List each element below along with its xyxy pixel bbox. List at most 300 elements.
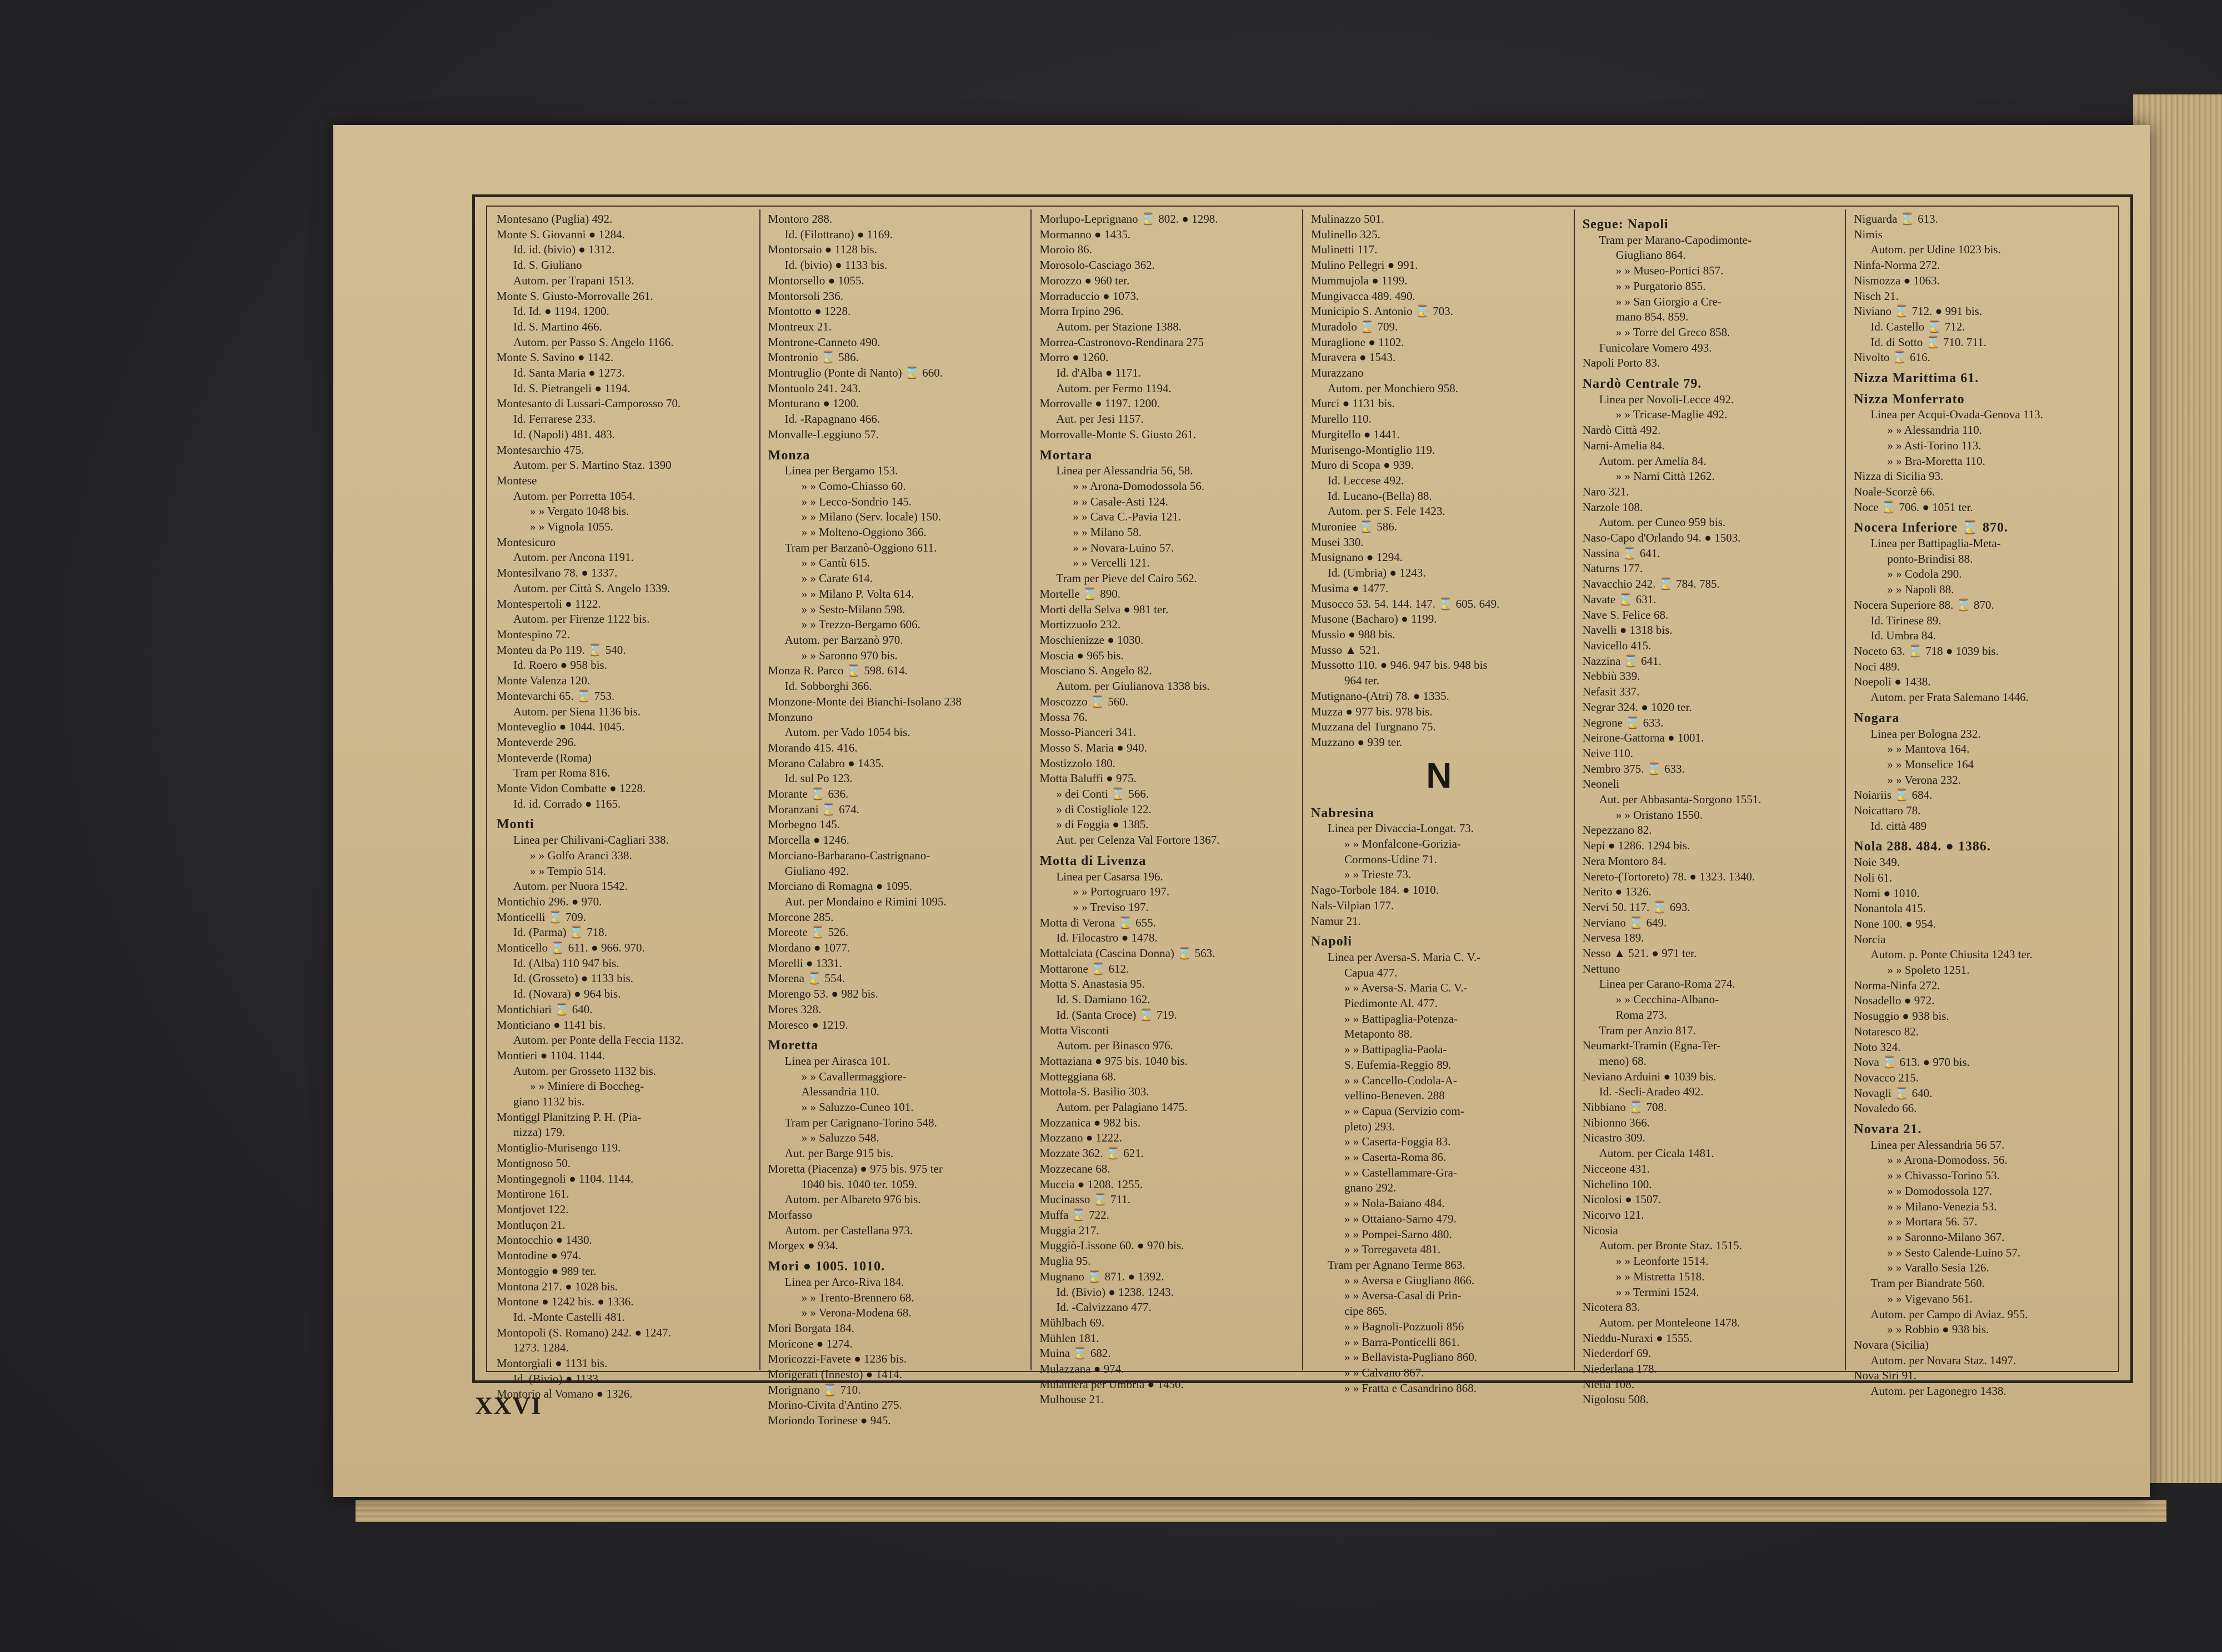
index-entry: » » Carate 614.: [801, 572, 873, 585]
index-entry: Neoneli: [1582, 777, 1620, 791]
index-entry: » » Alessandria 110.: [1887, 423, 1983, 437]
index-entry: Montocchio ● 1430.: [497, 1233, 592, 1247]
index-entry: Naso-Capo d'Orlando 94. ● 1503.: [1582, 531, 1741, 545]
station-heading: Nola 288. 484. ● 1386.: [1854, 839, 1991, 854]
index-entry: Nefasit 337.: [1582, 685, 1640, 699]
index-entry: Id. Id. ● 1194. 1200.: [513, 304, 609, 318]
index-entry: Murisengo-Montiglio 119.: [1311, 443, 1435, 457]
index-entry: » » Novara-Luino 57.: [1073, 540, 1174, 554]
index-entry: Nesso ▲ 521. ● 971 ter.: [1582, 947, 1697, 960]
index-entry: Morengo 53. ● 982 bis.: [768, 987, 878, 1001]
index-entry: Tram per Biandrate 560.: [1870, 1276, 1985, 1290]
index-entry: » » Asti-Torino 113.: [1887, 438, 1981, 452]
index-entry: nizza) 179.: [513, 1125, 565, 1139]
index-entry: » » Cava C.-Pavia 121.: [1073, 510, 1182, 524]
index-entry: Monte S. Giusto-Morrovalle 261.: [497, 289, 653, 303]
index-entry: Autom. per Trapani 1513.: [513, 273, 634, 287]
index-entry: » » Narni Città 1262.: [1615, 469, 1715, 483]
index-entry: » » Napoli 88.: [1887, 583, 1954, 597]
index-entry: Montieri ● 1104. 1144.: [497, 1048, 605, 1062]
index-entry: Nibionno 366.: [1582, 1115, 1650, 1129]
index-entry: Linea per Bergamo 153.: [784, 464, 898, 478]
index-entry: » » Vignola 1055.: [530, 520, 614, 534]
index-entry: pleto) 293.: [1344, 1119, 1395, 1133]
index-entry: » » Treviso 197.: [1073, 900, 1149, 914]
index-entry: Nivolto ⌛ 616.: [1854, 351, 1930, 364]
index-entry: Montrone-Canneto 490.: [768, 335, 880, 349]
index-entry: Id. (Alba) 110 947 bis.: [513, 956, 619, 970]
index-entry: Nettuno: [1582, 962, 1620, 975]
index-entry: Montesanto di Lussari-Camporosso 70.: [497, 397, 681, 411]
index-entry: Narzole 108.: [1582, 500, 1643, 514]
station-heading: Napoli: [1311, 934, 1353, 949]
index-entry: Navicello 415.: [1582, 638, 1652, 652]
index-entry: Muzzano ● 939 ter.: [1311, 735, 1403, 749]
index-entry: Autom. per Firenze 1122 bis.: [513, 612, 650, 626]
index-entry: Montirone 161.: [497, 1187, 569, 1201]
index-entry: » » Sesto-Milano 598.: [801, 602, 905, 616]
index-entry: Morgex ● 934.: [768, 1239, 838, 1253]
index-entry: Nonantola 415.: [1854, 902, 1926, 915]
index-entry: Mottaziana ● 975 bis. 1040 bis.: [1039, 1054, 1188, 1068]
index-column-3: [1032, 209, 1303, 1406]
index-entry: Autom. per Siena 1136 bis.: [513, 704, 641, 718]
index-entry: Morciano-Barbarano-Castrignano-: [768, 848, 930, 862]
index-entry: Morando 415. 416.: [768, 740, 858, 754]
index-entry: Montichio 296. ● 970.: [497, 894, 602, 908]
index-entry: Nardò Città 492.: [1582, 423, 1661, 437]
index-entry: Id. (Grosseto) ● 1133 bis.: [513, 972, 634, 985]
index-entry: Muffa ⌛ 722.: [1039, 1208, 1109, 1222]
index-entry: cipe 865.: [1344, 1304, 1387, 1318]
index-entry: Morcella ● 1246.: [768, 833, 849, 847]
index-entry: Autom. per S. Martino Staz. 1390: [513, 458, 672, 472]
index-entry: S. Eufemia-Reggio 89.: [1344, 1058, 1452, 1072]
index-entry: » » Caserta-Foggia 83.: [1344, 1135, 1451, 1149]
index-entry: Niederlana 178.: [1582, 1362, 1657, 1376]
index-entry: Mossa 76.: [1039, 710, 1088, 724]
index-entry: Morante ⌛ 636.: [768, 787, 849, 801]
index-entry: Monticelli ⌛ 709.: [497, 910, 586, 924]
index-entry: Morfasso: [768, 1208, 812, 1222]
index-entry: Giuliano 492.: [784, 864, 849, 878]
index-entry: » » Bagnoli-Pozzuoli 856: [1344, 1319, 1464, 1333]
index-entry: 1040 bis. 1040 ter. 1059.: [801, 1177, 917, 1191]
index-entry: Monte Vidon Combatte ● 1228.: [497, 782, 646, 795]
index-entry: Nera Montoro 84.: [1582, 854, 1666, 868]
index-column-4: [1303, 209, 1575, 1395]
index-entry: Id. (bivio) ● 1133 bis.: [784, 258, 888, 272]
index-entry: gnano 292.: [1344, 1181, 1397, 1195]
index-entry: Muglia 95.: [1039, 1254, 1091, 1268]
index-entry: Montorsaio ● 1128 bis.: [768, 243, 877, 257]
index-entry: Mottarone ⌛ 612.: [1039, 962, 1129, 975]
index-entry: Navelli ● 1318 bis.: [1582, 623, 1673, 637]
index-entry: Linea per Carano-Roma 274.: [1599, 977, 1735, 991]
index-entry: Id. Lucano-(Bella) 88.: [1328, 489, 1432, 503]
index-entry: Id. Castello ⌛ 712.: [1870, 319, 1965, 333]
index-entry: Morro ● 1260.: [1039, 351, 1109, 364]
section-letter-text: N: [1426, 755, 1452, 795]
index-entry: Montespino 72.: [497, 627, 570, 641]
index-entry: Id. città 489: [1870, 819, 1927, 833]
index-entry: Mozzano ● 1222.: [1039, 1131, 1122, 1145]
index-entry: » » Miniere di Boccheg-: [530, 1079, 644, 1093]
index-entry: Morelli ● 1331.: [768, 956, 843, 970]
index-entry: Muccia ● 1208. 1255.: [1039, 1177, 1143, 1191]
index-entry: Morino-Civita d'Antino 275.: [768, 1398, 902, 1412]
index-entry: Muzzana del Turgnano 75.: [1311, 720, 1436, 734]
index-entry: None 100. ● 954.: [1854, 917, 1936, 930]
index-entry: Monte Valenza 120.: [497, 674, 590, 688]
index-entry: » » Castellammare-Gra-: [1344, 1165, 1457, 1179]
index-entry: Nals-Vilpian 177.: [1311, 898, 1394, 912]
index-entry: Nisch 21.: [1854, 289, 1899, 303]
index-entry: Monteverde 296.: [497, 735, 577, 749]
index-entry: Id. id. Corrado ● 1165.: [513, 797, 621, 810]
index-entry: » » Cavallermaggiore-: [801, 1069, 907, 1083]
index-entry: Mungivacca 489. 490.: [1311, 289, 1415, 303]
index-entry: » di Costigliole 122.: [1056, 802, 1152, 816]
index-entry: » » Arona-Domodoss. 56.: [1887, 1153, 2008, 1167]
index-entry: Id. S. Martino 466.: [513, 319, 602, 333]
index-entry: Moresco ● 1219.: [768, 1018, 848, 1032]
index-entry: Tram per Marano-Capodimonte-: [1599, 233, 1752, 247]
index-entry: » » Cecchina-Albano-: [1615, 993, 1719, 1007]
index-entry: » » Barra-Ponticelli 861.: [1344, 1335, 1460, 1349]
index-entry: Mulino Pellegri ● 991.: [1311, 258, 1418, 272]
index-entry: Morozzo ● 960 ter.: [1039, 273, 1130, 287]
index-entry: Id. d'Alba ● 1171.: [1056, 366, 1142, 380]
index-entry: » » Milano (Serv. locale) 150.: [801, 510, 941, 524]
index-entry: Linea per Chilivani-Cagliari 338.: [513, 833, 669, 847]
station-heading: Nogara: [1854, 710, 1900, 725]
station-heading: Nizza Monferrato: [1854, 392, 1965, 407]
index-entry: Neviano Arduini ● 1039 bis.: [1582, 1069, 1716, 1083]
index-entry: Tram per Carignano-Torino 548.: [784, 1115, 937, 1129]
index-entry: Navate ⌛ 631.: [1582, 592, 1657, 606]
index-entry: Mussotto 110. ● 946. 947 bis. 948 bis: [1311, 658, 1488, 672]
index-entry: » » Milano P. Volta 614.: [801, 587, 914, 600]
index-entry: Morrovalle ● 1197. 1200.: [1039, 397, 1160, 411]
index-entry: Moranzani ⌛ 674.: [768, 802, 860, 816]
index-entry: Autom. per Novara Staz. 1497.: [1870, 1353, 2016, 1367]
station-heading: Moretta: [768, 1038, 819, 1053]
index-entry: » » Portogruaro 197.: [1073, 885, 1170, 899]
index-entry: Monticiano ● 1141 bis.: [497, 1018, 606, 1032]
index-entry: Montiglio-Murisengo 119.: [497, 1141, 621, 1155]
index-entry: » » Saluzzo 548.: [801, 1131, 879, 1145]
index-entry: » » Termini 1524.: [1615, 1285, 1699, 1299]
index-entry: Montesilvano 78. ● 1337.: [497, 566, 618, 580]
index-entry: Nicosia: [1582, 1223, 1618, 1237]
index-entry: Mozzecane 68.: [1039, 1162, 1110, 1175]
index-entry: » di Foggia ● 1385.: [1056, 818, 1149, 832]
index-entry: » » Como-Chiasso 60.: [801, 479, 906, 493]
index-entry: Mottalciata (Cascina Donna) ⌛ 563.: [1039, 947, 1215, 960]
index-entry: » » Calvano 867.: [1344, 1365, 1424, 1379]
index-entry: Autom. per Barzanò 970.: [784, 633, 903, 647]
index-entry: Namur 21.: [1311, 914, 1361, 928]
index-entry: Nave S. Felice 68.: [1582, 608, 1669, 622]
index-entry: Autom. per Bronte Staz. 1515.: [1599, 1239, 1742, 1253]
index-entry: Morcone 285.: [768, 910, 834, 924]
index-entry: Moreote ⌛ 526.: [768, 925, 849, 939]
index-entry: » » Mistretta 1518.: [1615, 1269, 1705, 1283]
index-entry: Linea per Novoli-Lecce 492.: [1599, 392, 1734, 406]
index-entry: Novacco 215.: [1854, 1070, 1919, 1084]
index-entry: » » Spoleto 1251.: [1887, 963, 1970, 977]
index-entry: Autom. per Porretta 1054.: [513, 489, 635, 503]
index-entry: Monte S. Savino ● 1142.: [497, 351, 614, 364]
index-entry: Id. -Calvizzano 477.: [1056, 1300, 1152, 1314]
page-edges-bottom: [356, 1500, 2166, 1522]
index-entry: Nereto-(Tortoreto) 78. ● 1323. 1340.: [1582, 869, 1755, 883]
index-entry: Linea per Airasca 101.: [784, 1054, 890, 1068]
index-column-6: [1846, 209, 2116, 1398]
index-entry: Mozzanica ● 982 bis.: [1039, 1115, 1141, 1129]
index-entry: » » Trieste 73.: [1344, 868, 1412, 882]
index-entry: Montevarchi 65. ⌛ 753.: [497, 689, 615, 703]
index-entry: Morigerati (Innesto) ● 1414.: [768, 1368, 902, 1381]
index-entry: Noli 61.: [1854, 870, 1893, 884]
index-entry: Mulinazzo 501.: [1311, 212, 1384, 226]
index-entry: Nova Siri 91.: [1854, 1369, 1916, 1383]
index-entry: Mores 328.: [768, 1002, 822, 1016]
index-entry: Montignoso 50.: [497, 1156, 571, 1170]
index-entry: Id. Ferrarese 233.: [513, 412, 596, 426]
index-entry: Id. Santa Maria ● 1273.: [513, 366, 625, 380]
index-entry: Morano Calabro ● 1435.: [768, 756, 884, 770]
index-entry: Motta S. Anastasia 95.: [1039, 977, 1145, 991]
index-entry: Autom. per Frata Salemano 1446.: [1870, 690, 2029, 704]
index-entry: Montesarchio 475.: [497, 443, 584, 457]
index-entry: Mutignano-(Atri) 78. ● 1335.: [1311, 689, 1449, 703]
index-entry: Muggiò-Lissone 60. ● 970 bis.: [1039, 1239, 1184, 1253]
index-entry: Morosolo-Casciago 362.: [1039, 258, 1155, 272]
index-entry: Monteverde (Roma): [497, 750, 592, 764]
index-entry: Autom. per Campo di Aviaz. 955.: [1870, 1307, 2028, 1321]
index-entry: Noie 349.: [1854, 855, 1900, 869]
index-entry: Nimis: [1854, 227, 1883, 241]
index-entry: Id. (Parma) ⌛ 718.: [513, 925, 608, 939]
index-entry: » » Vercelli 121.: [1073, 556, 1150, 570]
index-entry: Aut. per Barge 915 bis.: [784, 1147, 894, 1160]
index-entry: » » Leonforte 1514.: [1615, 1254, 1709, 1268]
index-entry: » » Cantù 615.: [801, 556, 870, 570]
index-entry: Mori Borgata 184.: [768, 1321, 855, 1335]
index-entry: Morra Irpino 296.: [1039, 304, 1124, 318]
index-entry: Nigolosu 508.: [1582, 1393, 1649, 1406]
index-entry: Norcia: [1854, 932, 1886, 946]
index-entry: Autom. per Monteleone 1478.: [1599, 1315, 1740, 1329]
index-entry: Negrar 324. ● 1020 ter.: [1582, 700, 1692, 714]
index-entry: » » Verona-Modena 68.: [801, 1306, 912, 1320]
index-entry: Montotto ● 1228.: [768, 304, 851, 318]
index-entry: Nosuggio ● 938 bis.: [1854, 1009, 1949, 1023]
index-entry: Mormanno ● 1435.: [1039, 227, 1131, 241]
index-entry: » » Domodossola 127.: [1887, 1184, 1993, 1198]
index-entry: Morignano ⌛ 710.: [768, 1383, 861, 1396]
station-heading: Nardò Centrale 79.: [1582, 377, 1702, 392]
index-entry: Monteveglio ● 1044. 1045.: [497, 720, 625, 734]
index-entry: Murci ● 1131 bis.: [1311, 397, 1395, 411]
index-entry: Autom. per Amelia 84.: [1599, 454, 1706, 468]
index-entry: Moroio 86.: [1039, 243, 1092, 257]
index-entry: » » Vigevano 561.: [1887, 1291, 1973, 1305]
index-entry: Mulhouse 21.: [1039, 1393, 1104, 1406]
index-entry: » » Tricase-Maglie 492.: [1615, 408, 1728, 422]
index-entry: Tram per Barzanò-Oggiono 611.: [784, 540, 937, 554]
station-heading: Monza: [768, 448, 810, 463]
index-entry: » » Bra-Moretta 110.: [1887, 454, 1985, 468]
index-entry: Id. -Monte Castelli 481.: [513, 1310, 625, 1324]
index-entry: Aut. per Mondaino e Rimini 1095.: [784, 894, 947, 908]
index-entry: Funicolare Vomero 493.: [1599, 341, 1712, 354]
index-entry: Id. Leccese 492.: [1328, 473, 1404, 487]
index-entry: » » Monselice 164: [1887, 757, 1974, 771]
index-entry: Montorsoli 236.: [768, 289, 844, 303]
index-entry: Muradolo ⌛ 709.: [1311, 319, 1398, 333]
index-entry: Muravera ● 1543.: [1311, 351, 1396, 364]
station-heading: Segue: Napoli: [1582, 217, 1669, 232]
index-entry: Autom. per Udine 1023 bis.: [1870, 243, 2001, 257]
index-entry: » » Casale-Asti 124.: [1073, 494, 1168, 508]
index-column-1: [489, 209, 760, 1401]
index-entry: Niguarda ⌛ 613.: [1854, 212, 1938, 226]
index-entry: Navacchio 242. ⌛ 784. 785.: [1582, 577, 1720, 591]
index-entry: Montone ● 1242 bis. ● 1336.: [497, 1295, 634, 1309]
index-entry: Nibbiano ⌛ 708.: [1582, 1100, 1667, 1114]
index-entry: Cormons-Udine 71.: [1344, 852, 1437, 866]
index-entry: Tram per Pieve del Cairo 562.: [1056, 572, 1197, 585]
index-entry: Noiariis ⌛ 684.: [1854, 788, 1933, 802]
station-heading: Motta di Livenza: [1039, 853, 1147, 868]
index-entry: Musignano ● 1294.: [1311, 550, 1403, 564]
index-entry: Ninfa-Norma 272.: [1854, 258, 1940, 272]
index-entry: Noicattaro 78.: [1854, 804, 1921, 818]
index-entry: Autom. per Giulianova 1338 bis.: [1056, 679, 1210, 693]
index-entry: Piedimonte Al. 477.: [1344, 997, 1438, 1010]
section-letter: [1311, 750, 1567, 800]
index-entry: Mostizzolo 180.: [1039, 756, 1115, 770]
index-entry: Giugliano 864.: [1615, 248, 1686, 262]
index-entry: Nervi 50. 117. ⌛ 693.: [1582, 900, 1690, 914]
index-entry: Montuolo 241. 243.: [768, 381, 861, 395]
index-entry: Novara (Sicilia): [1854, 1338, 1929, 1351]
index-entry: Aut. per Celenza Val Fortore 1367.: [1056, 833, 1220, 847]
index-entry: Roma 273.: [1615, 1008, 1667, 1022]
index-entry: Montruglio (Ponte di Nanto) ⌛ 660.: [768, 366, 943, 380]
index-entry: Montronio ⌛ 586.: [768, 351, 859, 364]
index-entry: Murgitello ● 1441.: [1311, 427, 1400, 441]
index-column-5: [1575, 209, 1846, 1406]
index-entry: Linea per Aversa-S. Maria C. V.-: [1328, 950, 1481, 964]
index-entry: Morrovalle-Monte S. Giusto 261.: [1039, 427, 1197, 441]
index-entry: Autom. per Cicala 1481.: [1599, 1147, 1714, 1160]
index-entry: Autom. per Binasco 976.: [1056, 1039, 1173, 1053]
index-entry: » » Torre del Greco 858.: [1615, 325, 1730, 339]
index-entry: Montjovet 122.: [497, 1203, 569, 1216]
index-entry: Mosso-Pianceri 341.: [1039, 725, 1137, 739]
index-entry: Nepezzano 82.: [1582, 823, 1652, 837]
index-entry: Nicorvo 121.: [1582, 1208, 1644, 1222]
index-entry: Mosciano S. Angelo 82.: [1039, 664, 1152, 678]
index-entry: Mosso S. Maria ● 940.: [1039, 740, 1147, 754]
index-entry: Motta di Verona ⌛ 655.: [1039, 915, 1156, 929]
index-entry: Noceto 63. ⌛ 718 ● 1039 bis.: [1854, 644, 1999, 658]
index-entry: Montodine ● 974.: [497, 1249, 582, 1263]
index-entry: Mozzate 362. ⌛ 621.: [1039, 1147, 1144, 1160]
index-entry: Moricozzi-Favete ● 1236 bis.: [768, 1352, 907, 1366]
index-entry: Linea per Arco-Riva 184.: [784, 1275, 904, 1289]
index-entry: Monteu da Po 119. ⌛ 540.: [497, 643, 626, 657]
index-entry: Motta Visconti: [1039, 1023, 1109, 1037]
index-entry: Id. (Filottrano) ● 1169.: [784, 227, 893, 241]
index-entry: Autom. per Cuneo 959 bis.: [1599, 515, 1726, 529]
index-entry: Monturano ● 1200.: [768, 397, 859, 411]
index-entry: Montorio al Vomano ● 1326.: [497, 1387, 633, 1401]
index-entry: Mucinasso ⌛ 711.: [1039, 1193, 1130, 1207]
index-entry: Nazzina ⌛ 641.: [1582, 654, 1662, 668]
index-entry: Notaresco 82.: [1854, 1024, 1919, 1038]
index-entry: Motteggiana 68.: [1039, 1069, 1116, 1083]
index-entry: Mulinetti 117.: [1311, 243, 1378, 257]
index-entry: Tram per Agnano Terme 863.: [1328, 1258, 1465, 1271]
index-entry: Nervesa 189.: [1582, 931, 1644, 945]
index-entry: » » Codola 290.: [1887, 567, 1962, 581]
index-entry: Noepoli ● 1438.: [1854, 675, 1931, 689]
index-entry: Mottola-S. Basilio 303.: [1039, 1085, 1149, 1099]
index-entry: Muro di Scopa ● 939.: [1311, 458, 1414, 472]
index-entry: Autom. per Città S. Angelo 1339.: [513, 581, 670, 595]
index-entry: Montoro 288.: [768, 212, 833, 226]
index-entry: Nismozza ● 1063.: [1854, 273, 1940, 287]
index-entry: Id. S. Pietrangeli ● 1194.: [513, 381, 630, 395]
index-entry: Nebbiù 339.: [1582, 669, 1640, 683]
index-entry: » » Trezzo-Bergamo 606.: [801, 618, 920, 632]
index-entry: Nichelino 100.: [1582, 1177, 1652, 1191]
index-entry: Niella 108.: [1582, 1377, 1634, 1391]
index-entry: Linea per Bologna 232.: [1870, 727, 1981, 740]
index-entry: Montiggl Planitzing P. H. (Pia-: [497, 1110, 642, 1124]
index-entry: Capua 477.: [1344, 965, 1398, 979]
index-entry: Montoggio ● 989 ter.: [497, 1264, 597, 1278]
index-entry: Autom. per Castellana 973.: [784, 1223, 913, 1237]
index-entry: » » Chivasso-Torino 53.: [1887, 1169, 2000, 1183]
index-entry: » » Oristano 1550.: [1615, 808, 1703, 822]
index-entry: Montorgiali ● 1131 bis.: [497, 1356, 608, 1370]
index-entry: meno) 68.: [1599, 1054, 1647, 1068]
index-entry: » » Golfo Aranci 338.: [530, 848, 632, 862]
index-entry: Musima ● 1477.: [1311, 581, 1389, 595]
index-entry: Mulazzana ● 974.: [1039, 1362, 1124, 1376]
index-entry: Linea per Battipaglia-Meta-: [1870, 537, 2001, 550]
index-entry: Id. Umbra 84.: [1870, 629, 1936, 643]
index-entry: Montesano (Puglia) 492.: [497, 212, 613, 226]
index-entry: Novagli ⌛ 640.: [1854, 1086, 1933, 1100]
index-entry: Montorsello ● 1055.: [768, 273, 864, 287]
index-entry: Monvalle-Leggiuno 57.: [768, 427, 879, 441]
index-entry: » » Museo-Portici 857.: [1615, 264, 1724, 278]
index-entry: Autom. per Ancona 1191.: [513, 550, 634, 564]
index-entry: Musei 330.: [1311, 535, 1364, 549]
index-entry: Muggia 217.: [1039, 1223, 1099, 1237]
index-entry: Muroniee ⌛ 586.: [1311, 520, 1398, 534]
index-entry: Noce ⌛ 706. ● 1051 ter.: [1854, 500, 1973, 514]
index-entry: Monticello ⌛ 611. ● 966. 970.: [497, 941, 645, 955]
index-entry: Noto 324.: [1854, 1040, 1901, 1054]
